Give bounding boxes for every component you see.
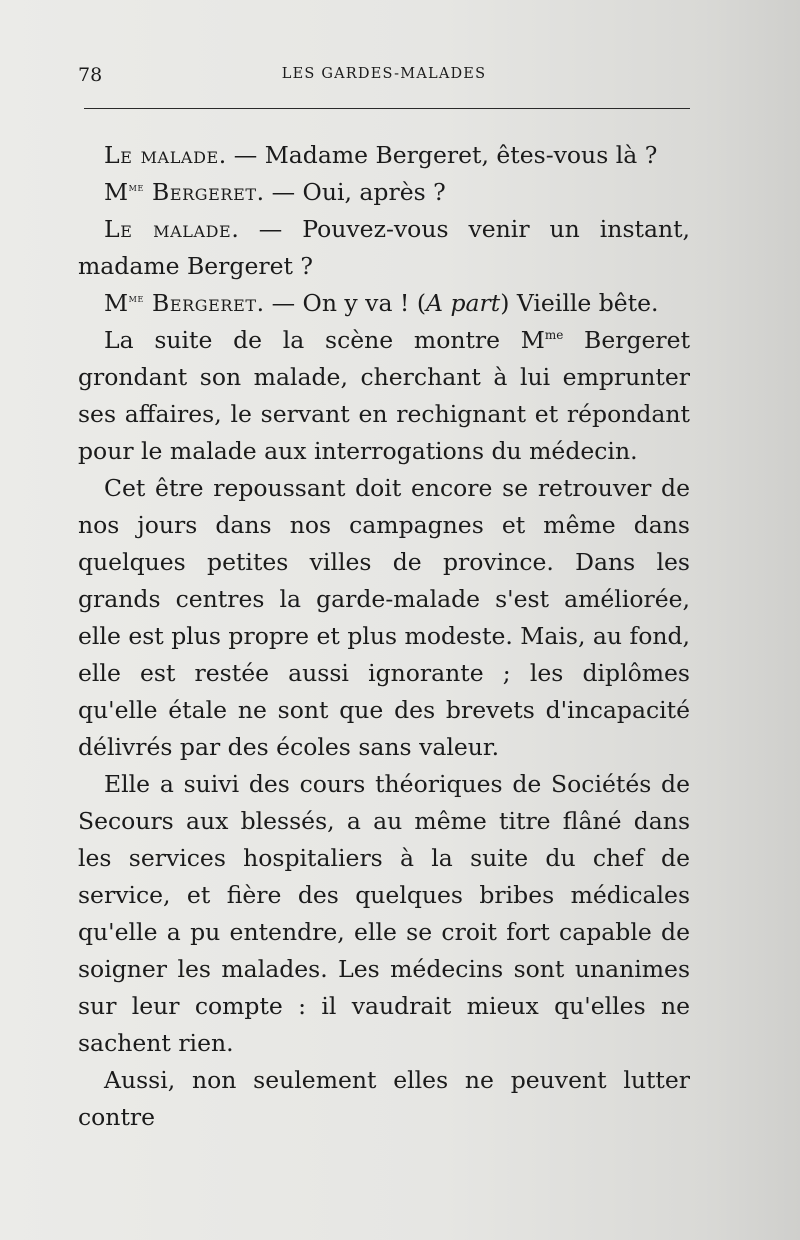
speech-text: . — On y va ! ( <box>256 289 427 317</box>
dialogue-line <box>78 174 690 211</box>
speaker-name: $M^{me}$ Bergeret <box>104 289 257 317</box>
paragraph: Elle a suivi des cours théoriques de Sociétés de Secours aux blessés, a au même titre flâné dans les services hospitaliers à la suite du chef de service, et fière des quelques bribes médicales qu'elle a pu entendre, elle se croit fort capable de soigner les malades. Les médecins sont unanimes sur leur compte : il vaudrait mieux qu'elles ne sachent rien. <box>78 770 690 1057</box>
body-text <box>78 137 690 1136</box>
running-title: LES GARDES-MALADES <box>281 66 487 82</box>
speech-text: ) Vieille bête. <box>500 289 659 317</box>
dialogue-line <box>78 285 690 322</box>
dialogue-line <box>78 211 690 285</box>
speaker-name: Le malade <box>104 141 219 169</box>
speaker-name: $M^{me}$ Bergeret <box>104 178 257 206</box>
speech-text: . — Pouvez-vous venir un instant, madame Bergeret ? <box>78 215 691 280</box>
speaker-name: Le malade <box>104 215 232 243</box>
speech-text: . — Madame Bergeret, êtes-vous là ? <box>218 141 658 169</box>
page-header <box>78 64 690 92</box>
paragraph: La suite de la scène montre $M^{me}$ Bergeret grondant son malade, cherchant à lui emprunter ses affaires, le servant en rechignant et répondant pour le malade aux interrogations du médecin. <box>78 326 691 465</box>
header-rule <box>84 108 690 109</box>
speech-text: . — Oui, après ? <box>256 178 446 206</box>
paragraph: Aussi, non seulement elles ne peuvent lutter contre <box>78 1066 690 1131</box>
dialogue-line <box>78 137 690 174</box>
page-number: 78 <box>78 64 103 86</box>
stage-direction: A part <box>426 289 501 317</box>
paragraph: Cet être repoussant doit encore se retrouver de nos jours dans nos campagnes et même dans quelques petites villes de province. Dans les grands centres la garde-malade s'est améliorée, elle est plus propre et plus modeste. Mais, au fond, elle est restée aussi ignorante ; les diplômes qu'elle étale ne sont que des brevets d'incapacité délivrés par des écoles sans valeur. <box>78 474 690 761</box>
